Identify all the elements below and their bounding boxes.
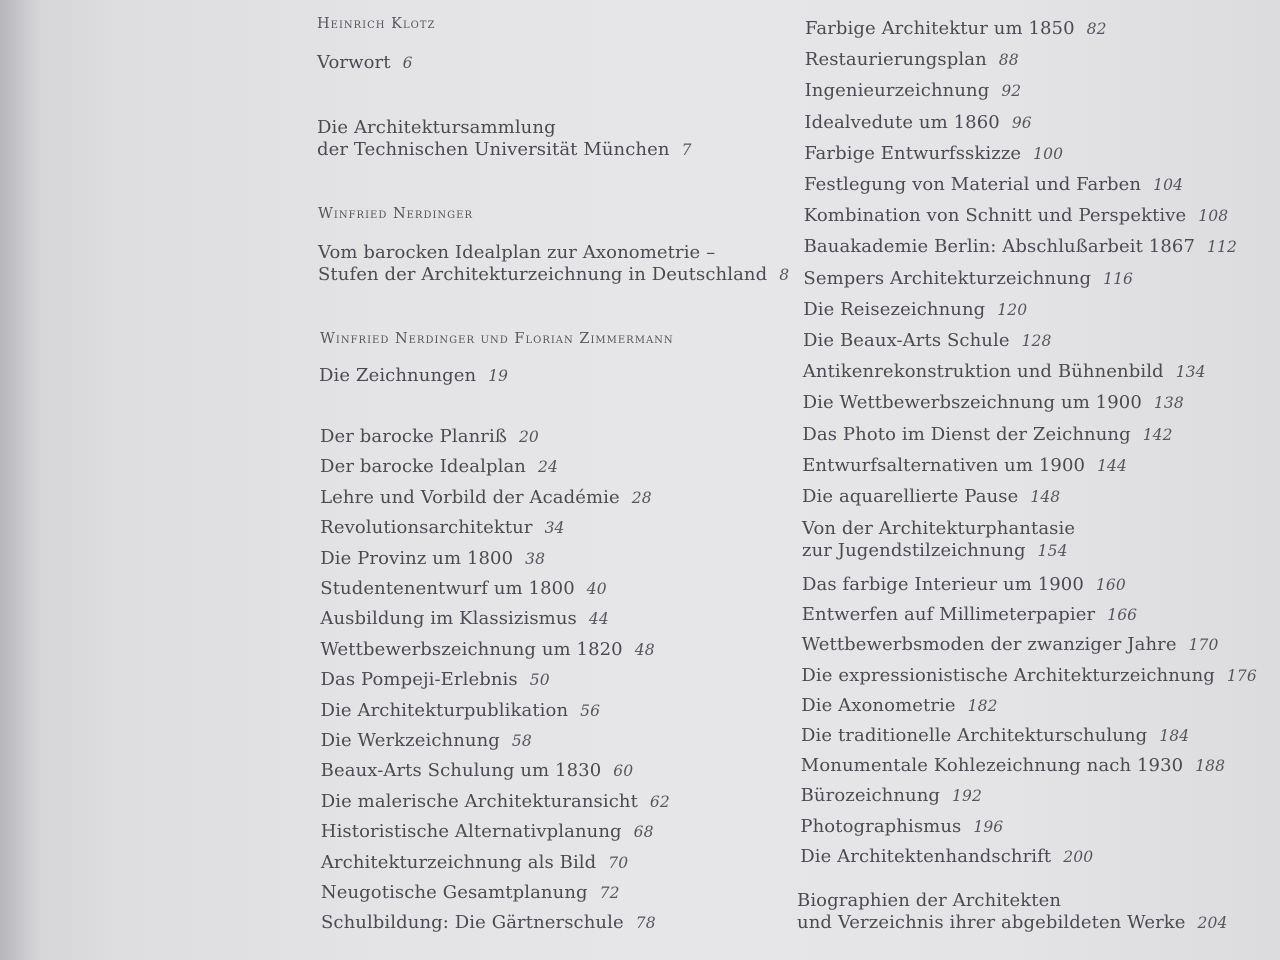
toc-entry-title: Der barocke Idealplan [320,456,526,478]
toc-entry-page: 78 [635,914,656,933]
toc-entry [801,755,1225,777]
toc-entry-page: 70 [608,853,629,872]
toc-entry-title: Die Architekturpublikation [320,699,569,721]
toc-entry-title-line1: Von der Architekturphantasie [802,518,1076,539]
toc-entry-title-line2: Stufen der Architekturzeichnung in Deutschland [318,264,768,285]
toc-entry-page: 160 [1095,576,1126,594]
toc-entry [320,456,558,478]
toc-entry [320,608,608,630]
toc-entry-title: Bauakademie Berlin: Abschlußarbeit 1867 [803,236,1196,258]
toc-entry-page: 68 [633,823,654,842]
toc-entry-page: 72 [599,884,620,902]
toc-entry-page: 176 [1226,666,1257,685]
toc-entry-page: 88 [998,51,1019,70]
toc-entry-zeichnungen [319,365,508,387]
toc-entry-page: 128 [1021,332,1052,350]
toc-entry [321,852,628,874]
toc-entry-title: Kombination von Schnitt und Perspektive [803,205,1187,227]
toc-entry-page: 44 [588,610,609,629]
toc-entry-title: Das farbige Interieur um 1900 [802,574,1084,595]
toc-entry-page: 28 [631,488,652,507]
toc-entry-page: 100 [1033,144,1064,163]
toc-entry-title: Die expressionistische Architekturzeichnung [801,664,1215,686]
toc-entry-title: Farbige Architektur um 1850 [805,18,1075,39]
toc-entry-title: Schulbildung: Die Gärtnerschule [320,912,624,934]
toc-entry-page: 7 [681,141,692,159]
toc-entry-page: 8 [779,266,790,284]
toc-entry-jugendstil [802,518,1075,562]
toc-entry-title: Die aquarellierte Pause [802,486,1019,507]
toc-entry-title: Wettbewerbsmoden der zwanziger Jahre [801,634,1177,656]
toc-entry-page: 192 [952,787,982,806]
toc-entry-title-line2: der Technischen Universität München [317,139,670,160]
toc-entry-page: 154 [1037,542,1068,560]
toc-entry-page: 34 [544,519,565,538]
toc-entry-title: Entwurfsalternativen um 1900 [802,454,1086,476]
toc-entry-title: Die Axonometrie [801,694,956,716]
toc-entry-title: Die Werkzeichnung [320,730,500,751]
toc-entry-page: 148 [1030,488,1061,506]
toc-entry [802,486,1060,508]
toc-entry-title-line1: Biographien der Architekten [797,890,1062,911]
toc-entry [805,18,1107,40]
toc-entry-title: Sempers Architekturzeichnung [803,267,1092,289]
toc-entry-title: Der barocke Planriß [320,426,507,447]
toc-entry [803,392,1184,414]
toc-entry [802,455,1127,477]
toc-entry-page: 6 [402,54,413,72]
toc-entry-title: Die malerische Architekturansicht [320,790,638,812]
toc-entry-title: Die Wettbewerbszeichnung um 1900 [802,392,1142,414]
toc-entry-page: 104 [1153,176,1184,194]
toc-entry [805,49,1019,71]
author-heinrich-klotz: Heinrich Klotz [317,16,436,32]
toc-entry-vorwort [317,52,413,74]
toc-entry-title-line1: Vom barocken Idealplan zur Axonometrie – [318,242,716,263]
toc-entry-title: Architekturzeichnung als Bild [320,851,597,873]
toc-entry [801,695,997,717]
toc-entry-page: 138 [1153,394,1184,413]
toc-entry-title: Ingenieurzeichnung [804,80,990,102]
toc-entry-title: Studentenentwurf um 1800 [320,578,575,599]
toc-entry [805,80,1022,102]
toc-entry [801,785,982,807]
toc-entry [800,846,1093,868]
toc-entry [321,700,601,722]
toc-entry-page: 184 [1159,727,1190,745]
toc-entry [321,730,532,752]
toc-entry-page: 182 [967,696,998,715]
toc-entry [800,816,1003,838]
author-winfried-nerdinger: Winfried Nerdinger [318,206,473,222]
toc-entry [802,424,1172,446]
author-nerdinger-zimmermann: Winfried Nerdinger und Florian Zimmermann [320,331,674,347]
toc-entry-page: 144 [1097,456,1127,475]
toc-entry-page: 60 [613,762,634,781]
toc-entry-page: 112 [1207,238,1237,257]
toc-entry [804,112,1031,134]
toc-entry [321,821,654,843]
toc-entry-page: 19 [488,367,509,385]
toc-entry-title: Die Architektenhandschrift [800,845,1052,867]
toc-entry-title: Das Photo im Dienst der Zeichnung [802,423,1131,445]
toc-entry-page: 92 [1001,82,1022,101]
toc-entry-title: Lehre und Vorbild der Académie [320,486,620,508]
toc-entry [802,634,1219,656]
toc-entry-page: 134 [1175,363,1206,382]
toc-entry [804,174,1183,196]
toc-entry-page: 108 [1198,207,1229,226]
toc-entry-title: Die Provinz um 1800 [320,547,514,569]
toc-entry-page: 82 [1086,20,1107,38]
toc-entry-page: 120 [997,300,1028,319]
toc-entry-title: Photographismus [800,815,962,837]
toc-entry-page: 170 [1188,636,1219,655]
toc-entry-page: 204 [1197,914,1228,932]
toc-entry-axonometrie-essay [318,242,789,286]
toc-entry [320,487,652,509]
toc-entry [801,725,1189,747]
toc-entry-page: 116 [1103,269,1133,288]
toc-entry [320,548,545,570]
toc-entry [801,665,1256,687]
toc-entry-title: Festlegung von Material und Farben [804,174,1142,195]
toc-entry-title: Monumentale Kohlezeichnung nach 1930 [800,755,1184,777]
toc-entry-title-line2: zur Jugendstilzeichnung [802,540,1026,561]
toc-entry-page: 38 [525,549,546,568]
toc-entry-page: 58 [511,732,532,750]
toc-entry-title: Idealvedute um 1860 [804,111,1000,133]
toc-entry-title: Antikenrekonstruktion und Bühnenbild [802,361,1164,383]
toc-entry-title: Vorwort [317,52,391,73]
toc-entry [803,361,1206,383]
toc-entry-page: 56 [580,701,601,720]
toc-entry-title: Die Zeichnungen [319,365,477,386]
toc-entry [803,330,1051,352]
toc-entry [320,578,606,600]
toc-entry-title: Das Pompeji-Erlebnis [320,669,518,691]
toc-entry [321,791,670,813]
toc-entry-title: Die Reisezeichnung [803,298,986,320]
toc-entry [803,268,1133,290]
toc-entry [802,574,1126,596]
toc-entry-page: 24 [538,458,558,477]
toc-entry-title-line1: Die Architektursammlung [317,117,556,138]
toc-entry [804,236,1237,258]
toc-entry-page: 142 [1142,425,1173,444]
toc-entry-page: 188 [1195,757,1226,776]
toc-entry [804,143,1063,165]
toc-entry-page: 166 [1107,606,1138,625]
toc-entry-title: Wettbewerbszeichnung um 1820 [320,638,623,660]
toc-entry [320,426,539,448]
toc-entry [320,517,564,539]
toc-entry-title: Neugotische Gesamtplanung [320,882,588,903]
toc-entry-page: 40 [586,580,607,598]
toc-entry-title: Entwerfen auf Millimeterpapier [801,604,1096,626]
toc-entry [803,299,1027,321]
toc-entry-page: 96 [1011,113,1032,132]
toc-entry-title: Bürozeichnung [800,785,941,807]
toc-entry [804,205,1228,227]
toc-entry-page: 50 [529,671,550,690]
toc-entry-architektursammlung [317,117,692,161]
toc-entry-biographien [797,890,1227,934]
toc-entry-title: Die Beaux-Arts Schule [803,330,1010,351]
toc-entry-page: 20 [518,428,539,446]
toc-entry-title: Farbige Entwurfsskizze [804,142,1022,164]
toc-entry-title: Revolutionsarchitektur [320,517,533,539]
toc-entry-title: Historistische Alternativplanung [320,821,622,843]
toc-entry-page: 62 [649,792,670,811]
toc-entry-page: 196 [973,817,1004,836]
toc-entry-title: Die traditionelle Architekturschulung [801,725,1148,746]
toc-entry [320,639,654,661]
toc-entry-page: 200 [1063,847,1094,866]
toc-entry-title: Ausbildung im Klassizismus [320,608,577,630]
toc-entry-title-line2: und Verzeichnis ihrer abgebildeten Werke [797,912,1186,933]
toc-entry [320,669,549,691]
toc-entry-title: Beaux-Arts Schulung um 1830 [320,760,602,782]
toc-entry [321,912,656,934]
toc-entry [321,882,620,904]
toc-entry-title: Restaurierungsplan [804,49,987,71]
book-gutter-shadow [0,0,40,960]
toc-entry [321,760,634,782]
toc-entry [802,604,1137,626]
toc-entry-page: 48 [634,640,655,659]
